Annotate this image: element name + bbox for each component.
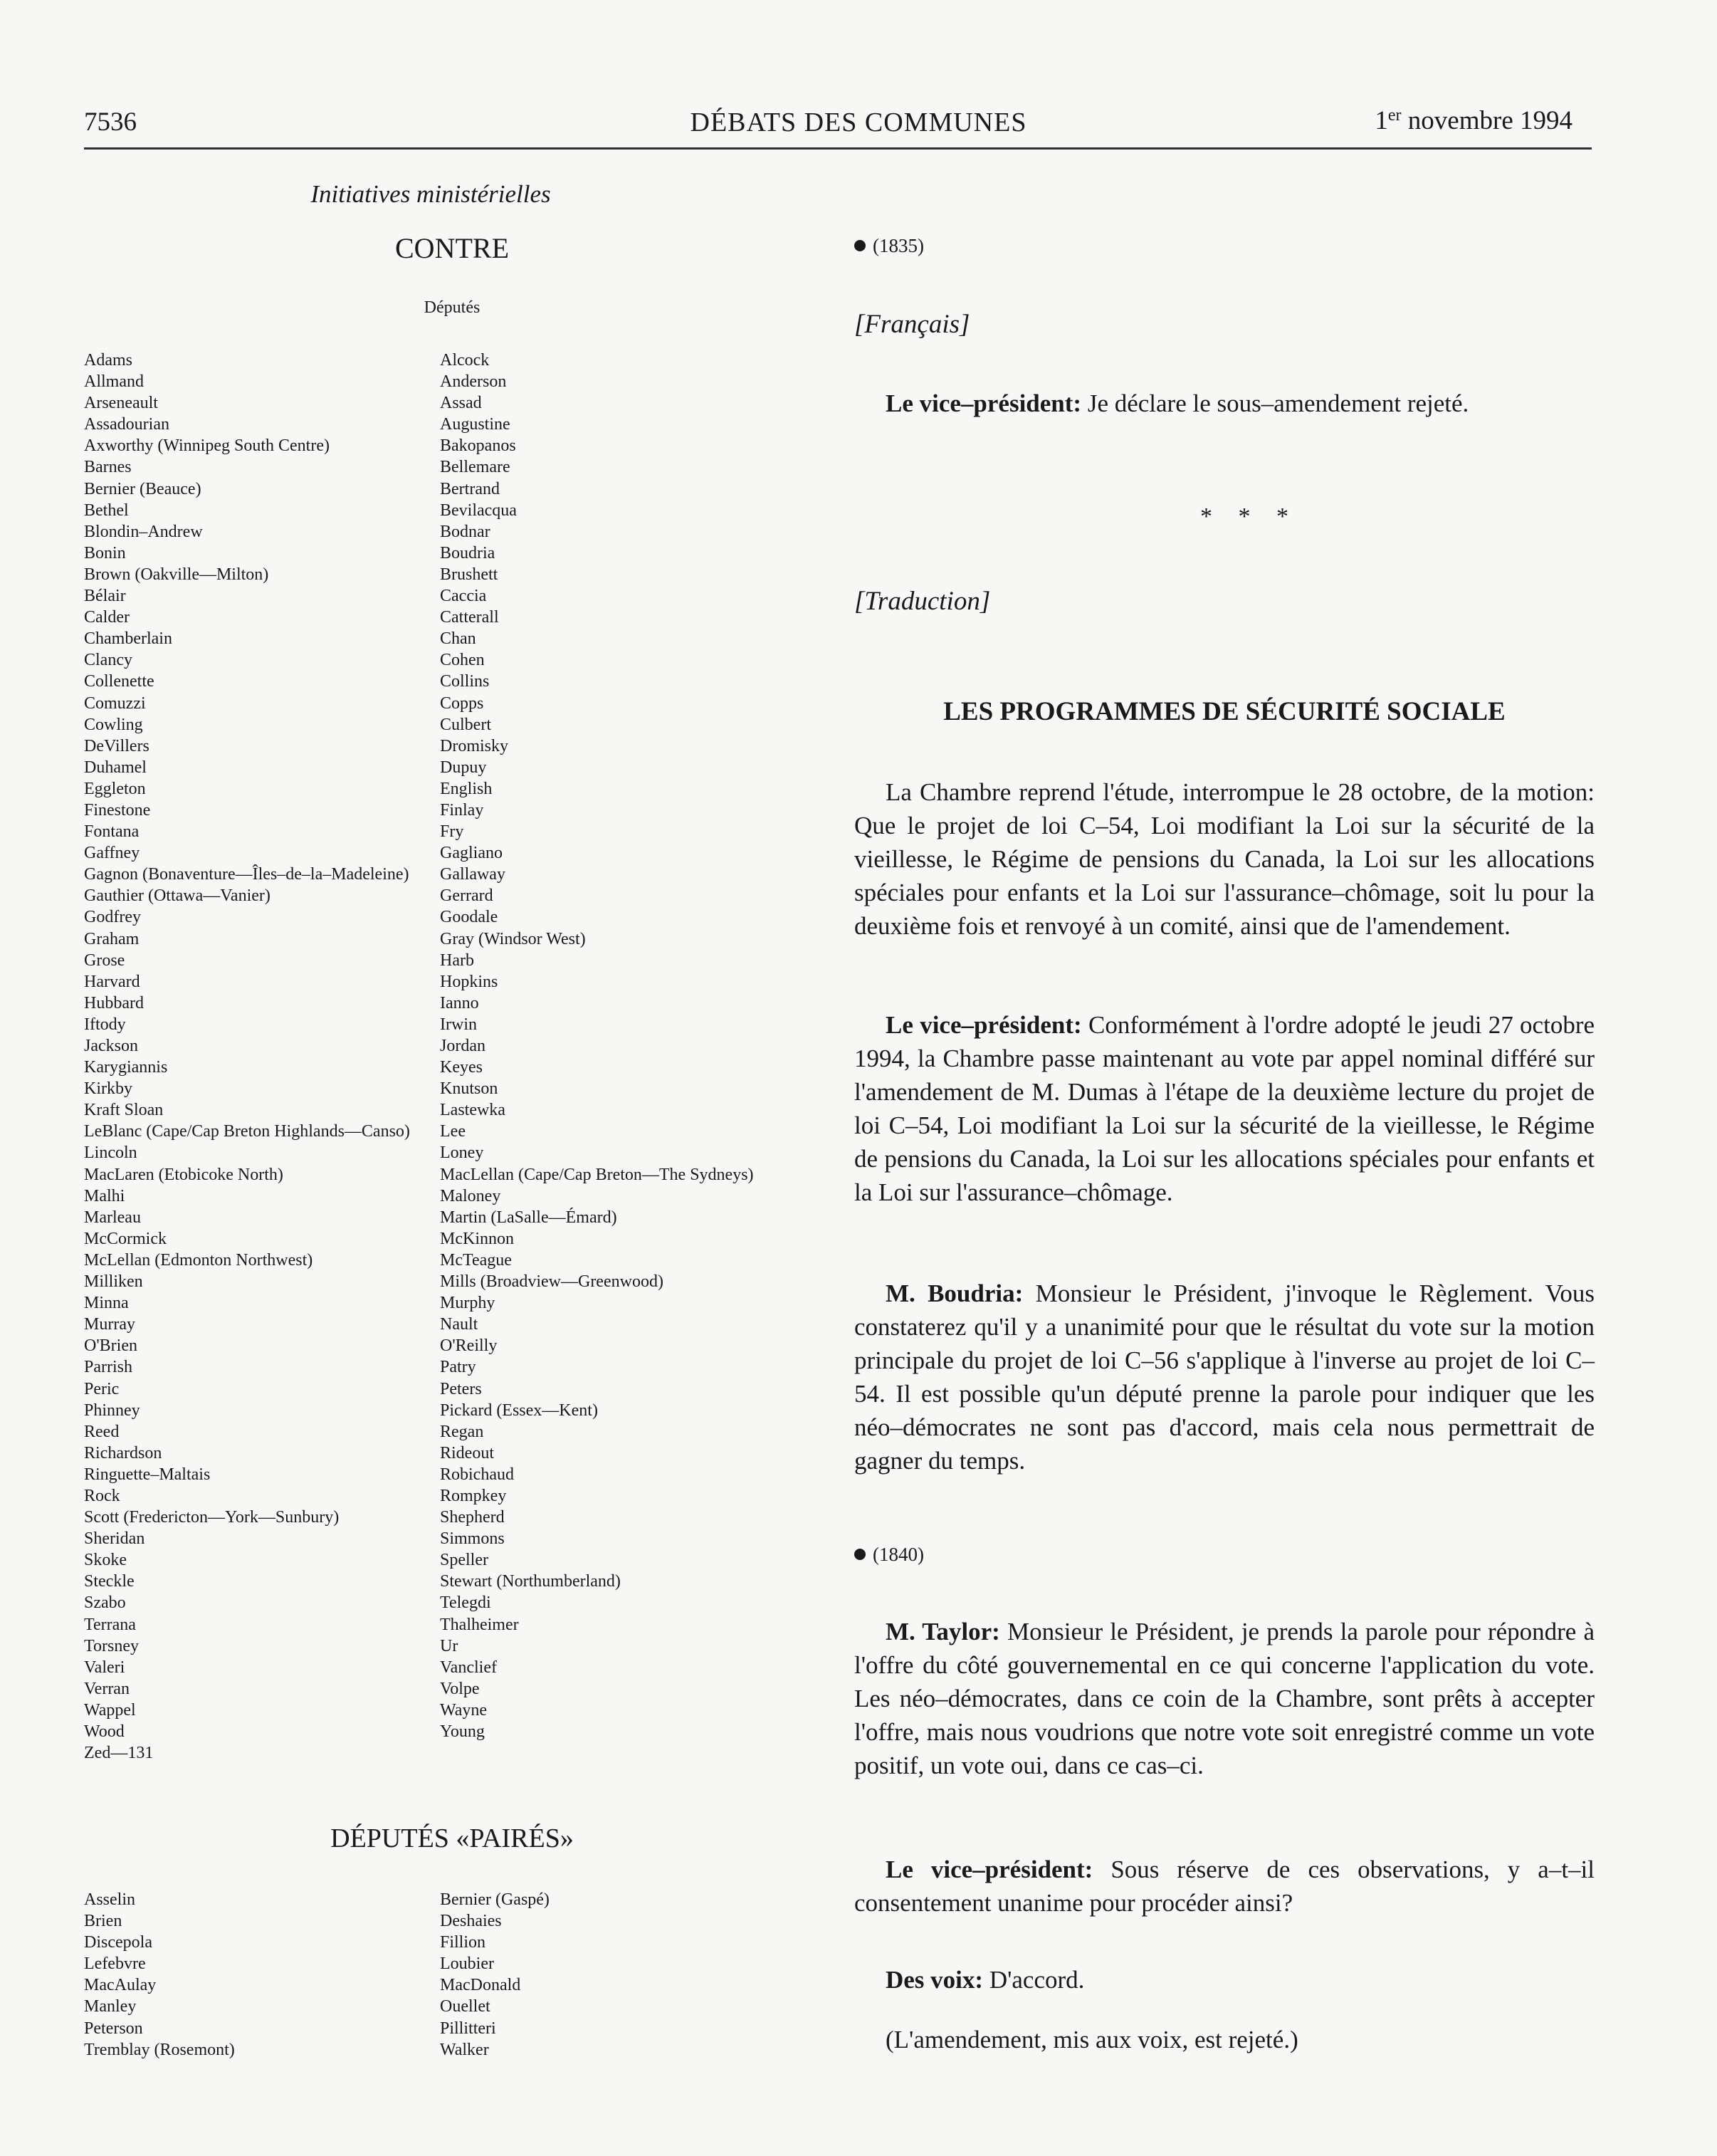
speech-boudria <box>854 1277 1595 1477</box>
member-name: Cowling <box>84 715 143 734</box>
member-name: Verran <box>84 1679 130 1698</box>
speaker-name: M. Boudria: <box>886 1280 1024 1307</box>
member-name: Augustine <box>440 415 510 434</box>
contre-list-column-1 <box>84 350 410 1764</box>
member-name: MacLellan (Cape/Cap Breton—The Sydneys) <box>440 1165 754 1184</box>
member-name: Loney <box>440 1144 484 1163</box>
member-name: DeVillers <box>84 736 149 755</box>
member-name: Pickard (Essex—Kent) <box>440 1401 598 1420</box>
member-name: Nault <box>440 1315 478 1334</box>
member-name: Kirkby <box>84 1079 132 1099</box>
publication-date <box>1375 105 1572 136</box>
member-name: Chamberlain <box>84 629 172 649</box>
member-name: Simmons <box>440 1529 505 1549</box>
paires-list-column-2 <box>440 1889 550 2061</box>
speech-text: D'accord. <box>983 1966 1085 1994</box>
member-name: Jordan <box>440 1037 485 1055</box>
member-name: Deshaies <box>440 1912 502 1931</box>
member-name: Bonin <box>84 543 126 562</box>
member-name: Bertrand <box>440 479 500 498</box>
member-name: Gallaway <box>440 865 505 884</box>
member-name: Bellemare <box>440 458 510 477</box>
member-name: Szabo <box>84 1594 126 1613</box>
time-marker-text: (1835) <box>873 235 924 256</box>
member-name: Sheridan <box>84 1529 145 1549</box>
member-name: McCormick <box>84 1229 167 1248</box>
member-name: Stewart (Northumberland) <box>440 1572 621 1591</box>
member-name: Grose <box>84 951 125 970</box>
member-name: Axworthy (Winnipeg South Centre) <box>84 436 330 456</box>
member-name: O'Reilly <box>440 1336 498 1356</box>
motion-paragraph: La Chambre reprend l'étude, interrompue le 28 octobre, de la motion: Que le projet de loi C–54, Loi modifiant la Loi sur la sécurité de la vieillesse, le Régime de pensions du Canada, la Loi sur les allocations spéciales pour enfants et la Loi sur l'assurance–chômage, soit lu pour la deuxième fois et renvoyé à un comité, ainsi que de l'amendement. <box>854 778 1595 940</box>
section-label: Initiatives ministérielles <box>310 180 551 208</box>
member-name: Hubbard <box>84 993 144 1012</box>
member-name: Ouellet <box>440 1997 490 2016</box>
speech-vice-president-2 <box>854 1008 1595 1209</box>
member-name: Skoke <box>84 1551 127 1570</box>
member-name: Gerrard <box>440 886 493 906</box>
member-name: Bernier (Beauce) <box>84 479 201 498</box>
member-name: Clancy <box>84 651 132 670</box>
member-name: Murray <box>84 1315 135 1334</box>
member-name: Brien <box>84 1912 122 1931</box>
member-name: Valeri <box>84 1658 125 1677</box>
member-name: Ringuette–Maltais <box>84 1465 211 1484</box>
member-name: Richardson <box>84 1443 162 1462</box>
paires-list-column-1 <box>84 1889 235 2061</box>
member-name: Bodnar <box>440 522 490 541</box>
member-name: Wood <box>84 1722 125 1741</box>
speech-text: Monsieur le Président, je prends la parole pour répondre à l'offre du côté gouvernemental en ce qui concerne l'application du vote. Les néo–démocrates, dans ce coin de la Chambre, sont prêts à accepter l'offre, mais nous voudrions que notre vote soit enregistré comme un vote positif, un vote oui, dans ce cas–ci. <box>854 1618 1595 1779</box>
time-marker <box>854 235 924 257</box>
date-day: 1 <box>1375 106 1388 135</box>
contre-list-column-2 <box>440 350 754 1742</box>
member-name: LeBlanc (Cape/Cap Breton Highlands—Canso) <box>84 1122 410 1141</box>
member-name: Knutson <box>440 1079 498 1099</box>
member-name: Dupuy <box>440 758 487 777</box>
member-name: Parrish <box>84 1358 132 1377</box>
member-name: Robichaud <box>440 1465 514 1484</box>
member-name: Bevilacqua <box>440 501 517 520</box>
member-name: Fry <box>440 822 464 842</box>
member-name: Alcock <box>440 351 490 370</box>
member-name: MacDonald <box>440 1976 521 1995</box>
member-name: Gagliano <box>440 844 503 863</box>
member-name: Barnes <box>84 458 132 477</box>
member-name: Zed—131 <box>84 1744 154 1763</box>
member-name: Speller <box>440 1551 488 1570</box>
member-name: Culbert <box>440 715 491 734</box>
member-name: Fillion <box>440 1933 486 1952</box>
member-name: Finestone <box>84 800 151 820</box>
member-name: Lincoln <box>84 1144 137 1163</box>
member-name: Gauthier (Ottawa—Vanier) <box>84 886 271 906</box>
member-name: Keyes <box>440 1058 483 1077</box>
bullet-icon <box>854 240 866 251</box>
publication-title: DÉBATS DES COMMUNES <box>690 108 1027 137</box>
member-name: Ur <box>440 1636 458 1655</box>
member-name: Brushett <box>440 565 498 584</box>
member-name: Lefebvre <box>84 1954 146 1974</box>
time-marker <box>854 1544 924 1566</box>
member-name: Collins <box>440 672 490 691</box>
member-name: Comuzzi <box>84 694 146 713</box>
member-name: Wappel <box>84 1700 136 1720</box>
member-name: Pillitteri <box>440 2019 496 2038</box>
member-name: Murphy <box>440 1294 495 1313</box>
member-name: Copps <box>440 694 484 713</box>
paires-heading: DÉPUTÉS «PAIRÉS» <box>330 1823 574 1853</box>
speaker-name: Des voix: <box>886 1966 984 1994</box>
member-name: Regan <box>440 1422 484 1441</box>
member-name: Caccia <box>440 587 487 606</box>
member-name: Boudria <box>440 543 495 562</box>
member-name: Finlay <box>440 800 484 820</box>
speech-taylor <box>854 1615 1595 1782</box>
member-name: Scott (Fredericton—York—Sunbury) <box>84 1508 340 1527</box>
member-name: Bakopanos <box>440 436 516 456</box>
member-name: Assadourian <box>84 415 169 434</box>
member-name: Collenette <box>84 672 154 691</box>
member-name: Terrana <box>84 1615 136 1634</box>
member-name: English <box>440 779 493 798</box>
member-name: Steckle <box>84 1572 135 1591</box>
member-name: Rideout <box>440 1443 494 1462</box>
member-name: Chan <box>440 629 476 649</box>
speech-voices <box>854 1963 1595 1997</box>
member-name: Maloney <box>440 1186 501 1205</box>
member-name: Harb <box>440 951 474 970</box>
member-name: Peterson <box>84 2019 143 2038</box>
member-name: Gaffney <box>84 844 140 863</box>
member-name: McKinnon <box>440 1229 514 1248</box>
member-name: Harvard <box>84 972 140 991</box>
member-name: Calder <box>84 608 130 627</box>
member-name: MacLaren (Etobicoke North) <box>84 1165 283 1184</box>
member-name: Rompkey <box>440 1486 507 1505</box>
member-name: Rock <box>84 1486 120 1505</box>
bullet-icon <box>854 1549 866 1560</box>
member-name: Allmand <box>84 372 144 392</box>
member-name: Blondin–Andrew <box>84 522 203 541</box>
member-name: Volpe <box>440 1679 480 1698</box>
member-name: Duhamel <box>84 758 147 777</box>
member-name: Vanclief <box>440 1658 497 1677</box>
member-name: Marleau <box>84 1208 141 1227</box>
time-marker-text: (1840) <box>873 1544 924 1565</box>
member-name: McTeague <box>440 1250 512 1270</box>
member-name: O'Brien <box>84 1336 137 1356</box>
speaker-name: Le vice–président: <box>886 389 1082 417</box>
member-name: Eggleton <box>84 779 146 798</box>
member-name: Graham <box>84 929 140 948</box>
speech-vice-president-1 <box>854 387 1595 420</box>
member-name: Cohen <box>440 651 485 670</box>
contre-heading: CONTRE <box>395 232 509 264</box>
member-name: Bernier (Gaspé) <box>440 1890 550 1909</box>
member-name: Wayne <box>440 1700 488 1720</box>
speech-text: Je déclare le sous–amendement rejeté. <box>1081 389 1469 417</box>
member-name: Assad <box>440 394 482 413</box>
speaker-name: Le vice–président: <box>886 1011 1082 1039</box>
member-name: Irwin <box>440 1015 477 1034</box>
member-name: Lee <box>440 1122 466 1141</box>
member-name: MacAulay <box>84 1976 157 1995</box>
member-name: McLellan (Edmonton Northwest) <box>84 1250 313 1270</box>
member-name: Loubier <box>440 1954 494 1974</box>
member-name: Torsney <box>84 1636 139 1655</box>
member-name: Milliken <box>84 1272 143 1292</box>
member-name: Phinney <box>84 1401 140 1420</box>
speech-text: Conformément à l'ordre adopté le jeudi 27 octobre 1994, la Chambre passe maintenant au vote par appel nominal différé sur l'amendement de M. Dumas à l'étape de la deuxième lecture du projet de loi C–54, Loi modifiant la Loi sur la sécurité de la vieillesse, le Régime de pensions du Canada, la Loi sur les allocations spéciales pour enfants et la Loi sur l'assurance–chômage. <box>854 1011 1595 1206</box>
member-name: Bélair <box>84 587 126 606</box>
page-number: 7536 <box>84 108 137 137</box>
member-name: Jackson <box>84 1037 138 1055</box>
member-name: Lastewka <box>440 1101 505 1120</box>
member-name: Reed <box>84 1422 120 1441</box>
member-name: Discepola <box>84 1933 152 1952</box>
speech-text: Sous réserve de ces observations, y a–t–il consentement unanime pour procéder ainsi? <box>854 1856 1595 1917</box>
member-name: Dromisky <box>440 736 508 755</box>
language-marker-traduction: [Traduction] <box>854 587 991 616</box>
member-name: Ianno <box>440 993 479 1012</box>
member-name: Gray (Windsor West) <box>440 929 586 948</box>
member-name: Manley <box>84 1997 137 2016</box>
member-name: Arseneault <box>84 394 158 413</box>
language-marker-french: [Français] <box>854 310 970 339</box>
member-name: Fontana <box>84 822 140 842</box>
header-rule <box>84 147 1592 150</box>
member-name: Iftody <box>84 1015 126 1034</box>
member-name: Godfrey <box>84 908 141 927</box>
date-month-year: novembre 1994 <box>1407 106 1572 135</box>
deputes-label: Députés <box>424 298 481 317</box>
speech-vice-president-3 <box>854 1853 1595 1920</box>
member-name: Catterall <box>440 608 499 627</box>
member-name: Anderson <box>440 372 507 392</box>
member-name: Shepherd <box>440 1508 505 1527</box>
member-name: Peters <box>440 1379 482 1398</box>
member-name: Asselin <box>84 1890 135 1909</box>
speaker-name: Le vice–président: <box>886 1856 1093 1883</box>
speech-text: Monsieur le Président, j'invoque le Règlement. Vous constaterez qu'il y a unanimité pour que le résultat du vote sur la motion principale du projet de loi C–56 s'applique à l'inverse au projet de loi C–54. Il est possible qu'un député prenne la parole pour indiquer que les néo–démocrates ne sont pas d'accord, mais cela nous permettrait de gagner du temps. <box>854 1280 1595 1475</box>
speaker-name: M. Taylor: <box>886 1618 1000 1645</box>
member-name: Bethel <box>84 501 129 520</box>
member-name: Patry <box>440 1358 476 1377</box>
member-name: Tremblay (Rosemont) <box>84 2040 235 2059</box>
vote-result: (L'amendement, mis aux voix, est rejeté.) <box>886 2026 1298 2053</box>
member-name: Peric <box>84 1379 120 1398</box>
member-name: Karygiannis <box>84 1058 168 1077</box>
date-superscript: er <box>1387 106 1402 125</box>
member-name: Adams <box>84 351 132 370</box>
section-separator: * * * <box>1200 503 1298 530</box>
member-name: Walker <box>440 2040 489 2059</box>
member-name: Gagnon (Bonaventure—Îles–de–la–Madeleine) <box>84 865 409 884</box>
member-name: Malhi <box>84 1186 125 1205</box>
member-name: Martin (LaSalle—Émard) <box>440 1208 617 1227</box>
member-name: Telegdi <box>440 1594 491 1613</box>
member-name: Young <box>440 1722 485 1741</box>
debate-heading: LES PROGRAMMES DE SÉCURITÉ SOCIALE <box>943 697 1506 726</box>
member-name: Kraft Sloan <box>84 1101 164 1120</box>
member-name: Minna <box>84 1294 129 1313</box>
member-name: Mills (Broadview—Greenwood) <box>440 1272 663 1292</box>
member-name: Hopkins <box>440 972 498 991</box>
member-name: Thalheimer <box>440 1615 519 1634</box>
member-name: Goodale <box>440 908 498 927</box>
member-name: Brown (Oakville—Milton) <box>84 565 269 584</box>
